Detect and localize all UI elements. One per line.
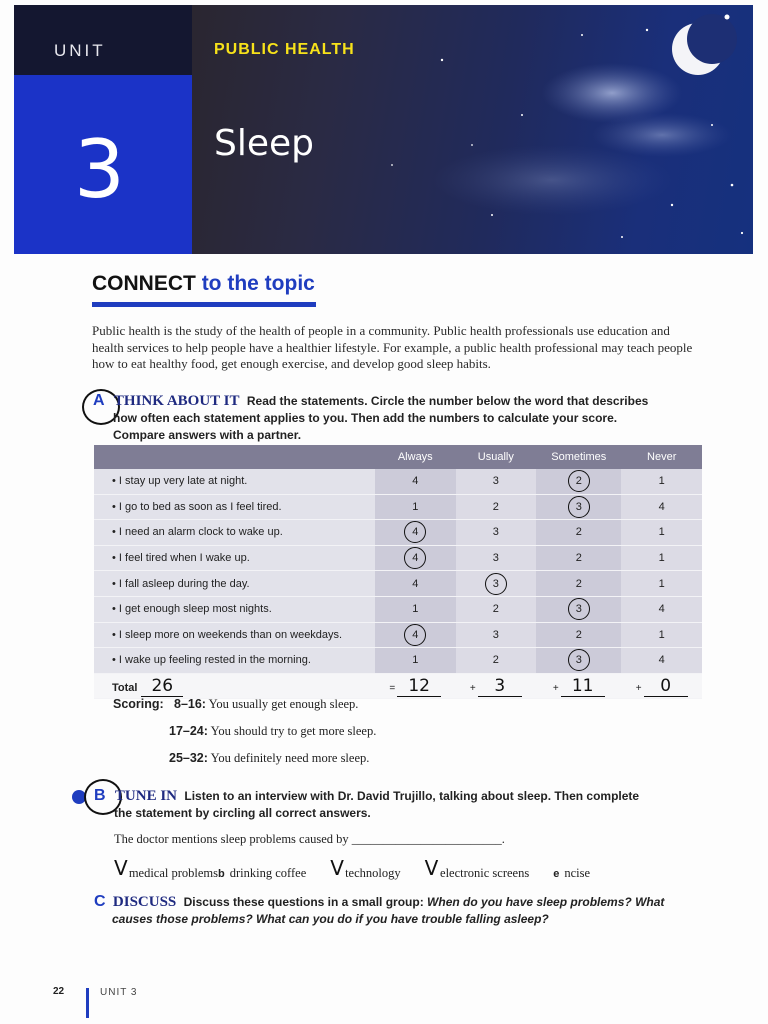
statement-cell: • I wake up feeling rested in the morning. (94, 648, 375, 674)
activity-c-letter: C (94, 893, 106, 910)
activity-b-prompt (114, 832, 505, 847)
score-cell[interactable] (456, 545, 537, 571)
scoring-line-1 (174, 697, 358, 712)
activity-b-instructions-2: the statement by circling all correct answers. (114, 806, 371, 820)
activity-a-header (93, 392, 693, 444)
statement-cell: • I stay up very late at night. (94, 469, 375, 494)
statement-cell: • I feel tired when I wake up. (94, 545, 375, 571)
score-value: 2 (492, 654, 499, 667)
activity-b-header (94, 787, 694, 822)
col-header-always: Always (375, 445, 456, 469)
circled-score: 3 (568, 649, 590, 671)
option-letter: e (553, 868, 560, 880)
answer-option[interactable] (424, 856, 530, 880)
activity-b-letter: B (94, 787, 106, 804)
table-row (94, 622, 702, 648)
scoring-text: You usually get enough sleep. (208, 697, 359, 711)
table-row (94, 520, 702, 546)
table-header-row (94, 445, 702, 469)
total-row (94, 673, 702, 699)
option-text: drinking coffee (229, 866, 307, 880)
column-total-value[interactable]: 12 (397, 676, 441, 697)
option-text: technology (345, 866, 401, 880)
column-total-value[interactable]: 3 (478, 676, 522, 697)
score-cell[interactable] (536, 648, 621, 674)
col-header-never: Never (621, 445, 702, 469)
page-number: 22 (53, 986, 65, 997)
score-value: 2 (575, 552, 582, 565)
circled-score: 3 (568, 496, 590, 518)
total-label: Total (112, 682, 138, 695)
score-cell[interactable] (375, 520, 456, 546)
score-cell[interactable] (375, 545, 456, 571)
score-cell[interactable] (456, 494, 537, 520)
scoring-label (113, 697, 164, 712)
score-value: 1 (412, 654, 419, 667)
column-total-cell (621, 673, 702, 699)
col-header-usually: Usually (456, 445, 537, 469)
score-value: 3 (492, 552, 499, 565)
answer-option[interactable] (330, 856, 401, 880)
column-total-cell (375, 673, 456, 699)
score-cell[interactable] (621, 520, 702, 546)
unit-banner (14, 5, 753, 254)
score-value: 2 (575, 577, 582, 590)
column-total-value[interactable]: 11 (561, 676, 605, 697)
option-letter: b (218, 868, 225, 880)
score-cell[interactable] (456, 596, 537, 622)
activity-b-instructions-1: Listen to an interview with Dr. David Trujillo, talking about sleep. Then complete (184, 789, 640, 803)
statement-cell: • I sleep more on weekends than on weekdays. (94, 622, 375, 648)
statement-cell: • I fall asleep during the day. (94, 571, 375, 597)
score-cell[interactable] (536, 545, 621, 571)
score-value: 4 (658, 500, 665, 513)
table-header-blank (94, 445, 375, 469)
score-cell[interactable] (536, 494, 621, 520)
total-label-cell (94, 673, 375, 699)
activity-c-lead: Discuss these questions in a small group: (183, 895, 424, 909)
unit-label: UNIT (54, 41, 106, 60)
activity-a-instructions-3: Compare answers with a partner. (113, 428, 302, 442)
activity-b-name: TUNE IN (114, 788, 178, 804)
circled-score: 4 (404, 521, 426, 543)
activity-a-instructions-1: Read the statements. Circle the number below the word that describes (246, 394, 649, 408)
answer-option[interactable] (218, 866, 306, 880)
check-mark-icon: V (330, 856, 344, 880)
score-cell[interactable] (375, 469, 456, 494)
prompt-blank: ________________________. (351, 832, 505, 846)
score-cell[interactable] (621, 469, 702, 494)
score-cell[interactable] (621, 596, 702, 622)
heading-sub: to the topic (201, 272, 315, 295)
score-cell[interactable] (375, 622, 456, 648)
option-text: ncise (564, 866, 591, 880)
score-cell[interactable] (375, 571, 456, 597)
intro-paragraph: Public health is the study of the health of people in a community. Public health professionals use education and health services to help people have a healthier lifestyle. For example, a public health professional may teach people how to eat healthy food, get enough exercise, and develop good sleep habits. (92, 323, 693, 371)
activity-c-questions-2: causes those problems? What can you do if you have trouble falling asleep? (112, 912, 549, 926)
score-value: 2 (492, 500, 499, 513)
table-row (94, 469, 702, 494)
statement-cell: • I get enough sleep most nights. (94, 596, 375, 622)
score-cell[interactable] (536, 571, 621, 597)
option-text: electronic screens (440, 866, 530, 880)
scoring-range: 25–32: (169, 751, 208, 765)
col-header-sometimes: Sometimes (536, 445, 621, 469)
table-row (94, 571, 702, 597)
score-cell[interactable] (621, 648, 702, 674)
operator: + (469, 682, 476, 694)
score-value: 1 (412, 500, 419, 513)
score-cell[interactable] (621, 545, 702, 571)
score-value: 3 (492, 526, 499, 539)
score-value: 4 (658, 603, 665, 616)
unit-topic: PUBLIC HEALTH (214, 41, 355, 58)
score-cell[interactable] (375, 596, 456, 622)
table-row (94, 596, 702, 622)
heading-bold: CONNECT (92, 272, 196, 295)
circled-score: 4 (404, 547, 426, 569)
scoring-title: Scoring: (113, 697, 164, 711)
score-value: 4 (658, 654, 665, 667)
score-cell[interactable] (536, 622, 621, 648)
unit-label-strip (14, 5, 192, 75)
score-cell[interactable] (375, 494, 456, 520)
column-total-cell (536, 673, 621, 699)
activity-b-options (114, 858, 674, 882)
score-cell[interactable] (456, 571, 537, 597)
section-heading (92, 272, 315, 296)
score-value: 1 (412, 603, 419, 616)
answer-option[interactable] (553, 866, 590, 880)
score-cell[interactable] (456, 648, 537, 674)
operator: + (552, 682, 559, 694)
heading-rule (92, 302, 316, 307)
unit-title: Sleep (214, 123, 315, 164)
score-cell[interactable] (536, 520, 621, 546)
score-value: 2 (575, 628, 582, 641)
score-value: 1 (658, 526, 665, 539)
score-value: 1 (658, 552, 665, 565)
scoring-text: You definitely need more sleep. (210, 751, 370, 765)
column-total-cell (456, 673, 537, 699)
circled-score: 3 (485, 573, 507, 595)
scoring-line-2 (169, 724, 376, 739)
answer-option[interactable] (114, 856, 219, 880)
table-row (94, 545, 702, 571)
circled-score: 4 (404, 624, 426, 646)
unit-number: 3 (74, 123, 125, 216)
total-value[interactable]: 26 (141, 676, 183, 697)
check-mark-icon: V (424, 856, 439, 880)
activity-a-instructions-2: how often each statement applies to you. Then add the numbers to calculate your score. (113, 411, 618, 425)
score-value: 1 (658, 577, 665, 590)
activity-a-letter: A (93, 392, 105, 409)
score-value: 3 (492, 475, 499, 488)
table-row (94, 494, 702, 520)
score-cell[interactable] (375, 648, 456, 674)
score-cell[interactable] (456, 520, 537, 546)
operator: = (389, 682, 396, 694)
score-value: 1 (658, 475, 665, 488)
score-value: 2 (492, 603, 499, 616)
score-cell[interactable] (456, 469, 537, 494)
check-mark-icon: V (114, 856, 128, 880)
score-value: 3 (492, 628, 499, 641)
score-table (94, 445, 702, 699)
score-value: 4 (412, 475, 419, 488)
scoring-range: 17–24: (169, 724, 208, 738)
activity-c-questions-1: When do you have sleep problems? What (427, 895, 665, 909)
score-value: 2 (575, 526, 582, 539)
column-total-value[interactable]: 0 (644, 676, 688, 697)
activity-c-name: DISCUSS (112, 894, 177, 910)
prompt-text: The doctor mentions sleep problems caused by (114, 832, 349, 846)
footer-bar (86, 988, 89, 1018)
score-cell[interactable] (536, 469, 621, 494)
circled-score: 2 (568, 470, 590, 492)
operator: + (635, 682, 642, 694)
scoring-range: 8–16: (174, 697, 206, 711)
activity-a-name: THINK ABOUT IT (113, 393, 240, 409)
score-cell[interactable] (456, 622, 537, 648)
scoring-line-3 (169, 751, 369, 766)
table-row (94, 648, 702, 674)
scoring-text: You should try to get more sleep. (210, 724, 377, 738)
score-cell[interactable] (621, 494, 702, 520)
score-cell[interactable] (536, 596, 621, 622)
statement-cell: • I need an alarm clock to wake up. (94, 520, 375, 546)
score-cell[interactable] (621, 571, 702, 597)
footer-unit: UNIT 3 (100, 987, 138, 998)
activity-c-header (94, 893, 694, 928)
score-cell[interactable] (621, 622, 702, 648)
statement-cell: • I go to bed as soon as I feel tired. (94, 494, 375, 520)
score-value: 4 (412, 577, 419, 590)
option-text: medical problems (128, 866, 219, 880)
score-value: 1 (658, 628, 665, 641)
circled-score: 3 (568, 598, 590, 620)
